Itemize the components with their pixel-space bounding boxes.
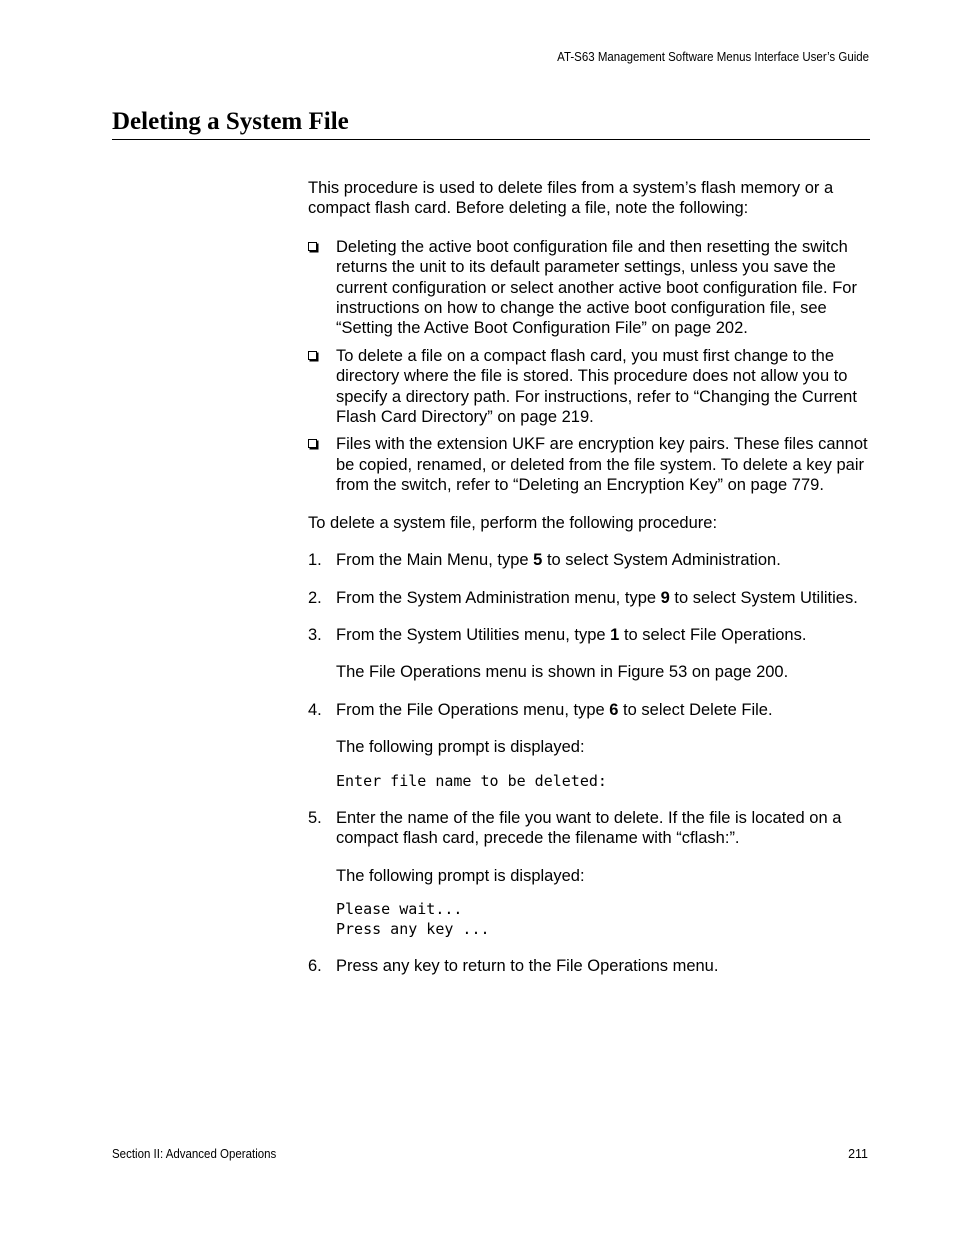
step-text-pre: From the Main Menu, type xyxy=(336,551,534,570)
body-content xyxy=(308,178,873,977)
checkbox-bullet-icon xyxy=(308,351,317,360)
code-prompt: Please wait... Press any key ... xyxy=(336,900,490,938)
procedure-step xyxy=(308,550,873,570)
note-list xyxy=(308,237,873,496)
procedure-step xyxy=(308,625,873,645)
running-header: AT-S63 Management Software Menus Interface User’s Guide xyxy=(557,50,869,64)
checkbox-bullet-icon xyxy=(308,242,317,251)
step-text-post: to select System Utilities. xyxy=(669,588,858,607)
step-text-pre: From the System Administration menu, type xyxy=(336,588,661,607)
step-key: 6 xyxy=(609,700,619,719)
procedure-step xyxy=(308,956,873,976)
step-text-post: to select Delete File. xyxy=(618,700,773,719)
list-item xyxy=(308,434,873,495)
step-text xyxy=(336,588,873,608)
bullet-text: To delete a file on a compact flash card, you must first change to the directory where the file is stored. This procedure does not allow you to specify a directory path. For instructions, refer to “Changing the Current Flash Card Directory” on page 219. xyxy=(336,346,857,427)
footer-section: Section II: Advanced Operations xyxy=(112,1147,277,1161)
step-number: 4. xyxy=(308,700,322,719)
step-number: 5. xyxy=(308,809,322,828)
step-text-pre: From the File Operations menu, type xyxy=(336,700,610,719)
intro-paragraph: This procedure is used to delete files from a system’s flash memory or a compact flash card. Before deleting a file, note the following: xyxy=(308,179,834,218)
step-number: 6. xyxy=(308,957,322,976)
step-key: 9 xyxy=(660,588,670,607)
page-number: 211 xyxy=(848,1147,868,1161)
step-key: 5 xyxy=(533,551,543,570)
list-item xyxy=(308,237,873,339)
step-text: Enter the name of the file you want to delete. If the file is located on a compact flash card, precede the filename with “cflash:”. xyxy=(336,809,842,848)
step-text: Press any key to return to the File Operations menu. xyxy=(336,957,719,976)
title-rule xyxy=(112,139,870,140)
procedure-step xyxy=(308,700,873,720)
step-note: The following prompt is displayed: xyxy=(336,738,585,757)
step-text-post: to select System Administration. xyxy=(542,551,781,570)
step-number: 2. xyxy=(308,588,322,607)
step-number: 1. xyxy=(308,551,322,570)
step-text xyxy=(336,625,873,645)
bullet-text: Deleting the active boot configuration file and then resetting the switch returns the unit to its default parameter settings, unless you save the current configuration or select another active boot configuration file. For instructions on how to change the active boot configuration file, see “Setting the Active Boot Configuration File” on page 202. xyxy=(336,237,857,338)
step-note: The File Operations menu is shown in Figure 53 on page 200. xyxy=(336,663,789,682)
step-text-pre: From the System Utilities menu, type xyxy=(336,625,611,644)
procedure-step xyxy=(308,588,873,608)
procedure-lead: To delete a system file, perform the following procedure: xyxy=(308,513,718,532)
step-number: 3. xyxy=(308,625,322,644)
procedure-step xyxy=(308,808,873,849)
bullet-text: Files with the extension UKF are encryption key pairs. These files cannot be copied, renamed, or deleted from the file system. To delete a key pair from the switch, refer to “Deleting an Encryption Key” on page 779. xyxy=(336,435,868,495)
step-text-post: to select File Operations. xyxy=(619,625,807,644)
list-item xyxy=(308,346,873,428)
code-prompt: Enter file name to be deleted: xyxy=(336,771,607,790)
step-note: The following prompt is displayed: xyxy=(336,866,585,885)
checkbox-bullet-icon xyxy=(308,439,317,448)
step-key: 1 xyxy=(610,625,620,644)
step-text xyxy=(336,700,873,720)
step-text xyxy=(336,550,873,570)
section-title: Deleting a System File xyxy=(112,108,349,135)
